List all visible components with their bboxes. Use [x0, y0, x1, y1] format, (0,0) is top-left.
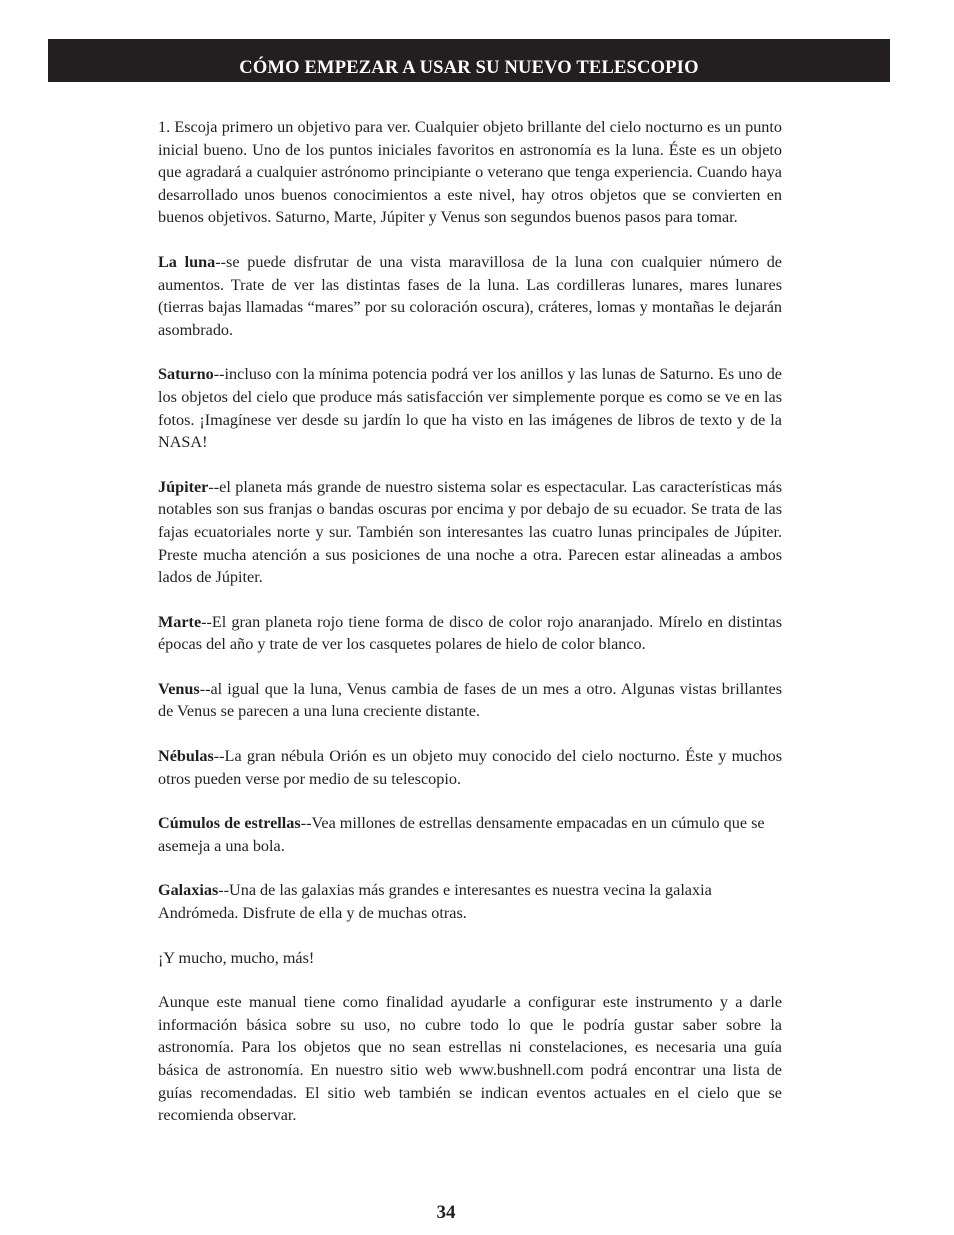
entry-term: Venus [158, 679, 200, 698]
entry-term: La luna [158, 252, 216, 271]
entry-marte [158, 611, 782, 656]
closing-paragraph: Aunque este manual tiene como finalidad ayudarle a configurar este instrumento y a darle información básica sobre su uso, no cubre todo lo que le podría gustar saber sobre la astronomía. Para los objetos que no sean estrellas ni constelaciones, es necesaria una guía básica de astronomía. En nuestro sitio web www.bushnell.com podrá encontrar una lista de guías recomendadas. El sitio web también se indican eventos actuales en el cielo que se recomienda observar. [158, 993, 782, 1125]
entry-text: --El gran planeta rojo tiene forma de disco de color rojo anaranjado. Mírelo en distintas épocas del año y trate de ver los casquetes polares de hielo de color blanco. [158, 612, 782, 654]
entry-term: Marte [158, 612, 202, 631]
entry-term: Nébulas [158, 747, 214, 766]
entry-text: --Una de las galaxias más grandes e interesantes es nuestra vecina la galaxia Andrómeda. Disfrute de ella y de muchas otras. [158, 881, 712, 923]
entry-term: Saturno [158, 365, 214, 384]
entry-text: --Vea millones de estrellas densamente empacadas en un cúmulo que se asemeja a una bola. [158, 814, 765, 855]
page-number: 34 [436, 1202, 456, 1223]
entry-text: --al igual que la luna, Venus cambia de fases de un mes a otro. Algunas vistas brillantes de Venus se parecen a una luna creciente distante. [158, 679, 782, 721]
entry-nebulas [158, 745, 782, 790]
entry-la-luna [158, 251, 782, 341]
entry-term: Galaxias [158, 881, 219, 900]
entry-saturno [158, 363, 782, 453]
section-title: CÓMO EMPEZAR A USAR SU NUEVO TELESCOPIO [239, 58, 699, 78]
entry-term: Júpiter [158, 477, 209, 496]
entry-cumulos-de-estrellas [158, 812, 782, 857]
entry-text: --se puede disfrutar de una vista maravillosa de la luna con cualquier número de aumentos. Trate de ver las distintas fases de la luna. Las cordilleras lunares, mares lunares (tierras bajas llamadas “mares” por su coloración oscura), cráteres, lomas y montañas le dejarán asombrado. [158, 252, 782, 339]
intro-paragraph: 1. Escoja primero un objetivo para ver. Cualquier objeto brillante del cielo nocturno es un punto inicial bueno. Uno de los puntos iniciales favoritos en astronomía es la luna. Éste es un objeto que agradará a cualquier astrónomo principiante o veterano que tenga experiencia. Cuando haya desarrollado unos buenos conocimientos a este nivel, hay otros objetos que se convierten en buenos objetivos. Saturno, Marte, Júpiter y Venus son segundos buenos pasos para tomar. [158, 118, 782, 227]
page-content [158, 116, 782, 1149]
entry-jupiter [158, 476, 782, 589]
section-header-bar [48, 39, 890, 82]
entry-text: --incluso con la mínima potencia podrá ver los anillos y las lunas de Saturno. Es uno de los objetos del cielo que produce más satisfacción ver simplemente porque es como se ve en las fotos. ¡Imagínese ver desde su jardín lo que ha visto en las imágenes de libros de texto y de la NASA! [158, 365, 782, 452]
entry-text: --La gran nébula Orión es un objeto muy conocido del cielo nocturno. Éste y muchos otros pueden verse por medio de su telescopio. [158, 747, 782, 788]
entry-galaxias [158, 879, 782, 924]
more-line: ¡Y mucho, mucho, más! [158, 948, 315, 967]
entry-text: --el planeta más grande de nuestro sistema solar es espectacular. Las características más notables son sus franjas o bandas oscuras por encima y por debajo de su ecuador. Se trata de las fajas ecuatoriales norte y sur. También son interesantes las cuatro lunas principales de Júpiter. Preste mucha atención a sus posiciones de una noche a otra. Parecen estar alineadas a ambos lados de Júpiter. [158, 477, 782, 587]
entry-venus [158, 678, 782, 723]
entry-term: Cúmulos de estrellas [158, 814, 301, 833]
